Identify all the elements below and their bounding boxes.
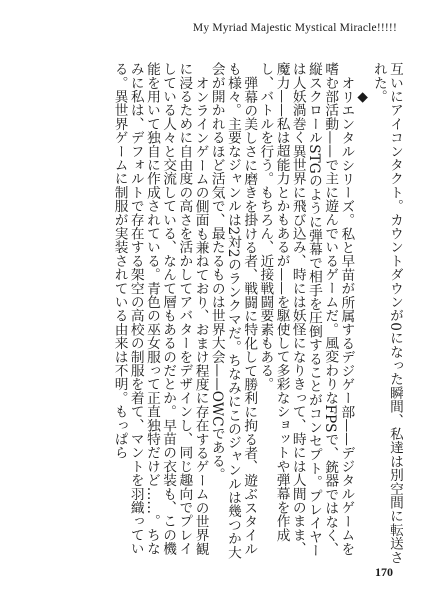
page-number: 170: [375, 565, 393, 579]
paragraph-online-avatars: オンラインゲームの側面も兼ねており、おまけ程度に存在するゲームの世界観に浸るために自由度の高さを活かしてアバターをデザインし、同じ趣向でプレイしている人々と交流している、なんて層もあるのだとか。早苗の衣装も、この機能を用いて独自に作成されている。青色の巫女服って正直独特だけど……。ちなみに私は、デフォルトで存在する架空の高校の制服を着て、マントを羽織っている。異世界ゲームに制服が実装されている由来は不明。もっぱら: [111, 62, 209, 556]
paragraph-oriental-series: オリエンタルシリーズ。私と早苗が所属するデジゲー部——デジタルゲームを嗜む部活動——で主に遊んでいるゲームだ。風変わりなFPSで、銃器ではなく、縦スクロールSTGのように弾幕で相手を圧倒することがコンセプト。プレイヤーは人妖渦巻く異世界に飛び込み、時には妖怪になりきって、時には人間のまま、魔力——私は超能力とかもあるが——を駆使して多彩なショットや弾幕を作成し、バトルを行う。もちろん、近接戦闘要素もある。: [257, 62, 355, 558]
vertical-body-text: [23, 62, 403, 567]
running-head: My Myriad Majestic Mystical Miracle!!!!!: [192, 22, 397, 34]
paragraph-danmaku-styles: 弾幕の美しさに磨きを掛ける者、戦闘に特化して勝利に拘る者、遊ぶスタイルも様々。主要なジャンルは2対2のランクマだ。ちなみにこのジャンルは幾つか大会が開かれるほど活気で、最たるものは世界大会——OWCである。: [208, 62, 258, 559]
section-break-diamond: ◆: [354, 89, 371, 106]
paragraph-transfer: 互いにアイコンタクト。カウントダウンが0になった瞬間、私達は別空間に転送された。: [370, 62, 403, 564]
